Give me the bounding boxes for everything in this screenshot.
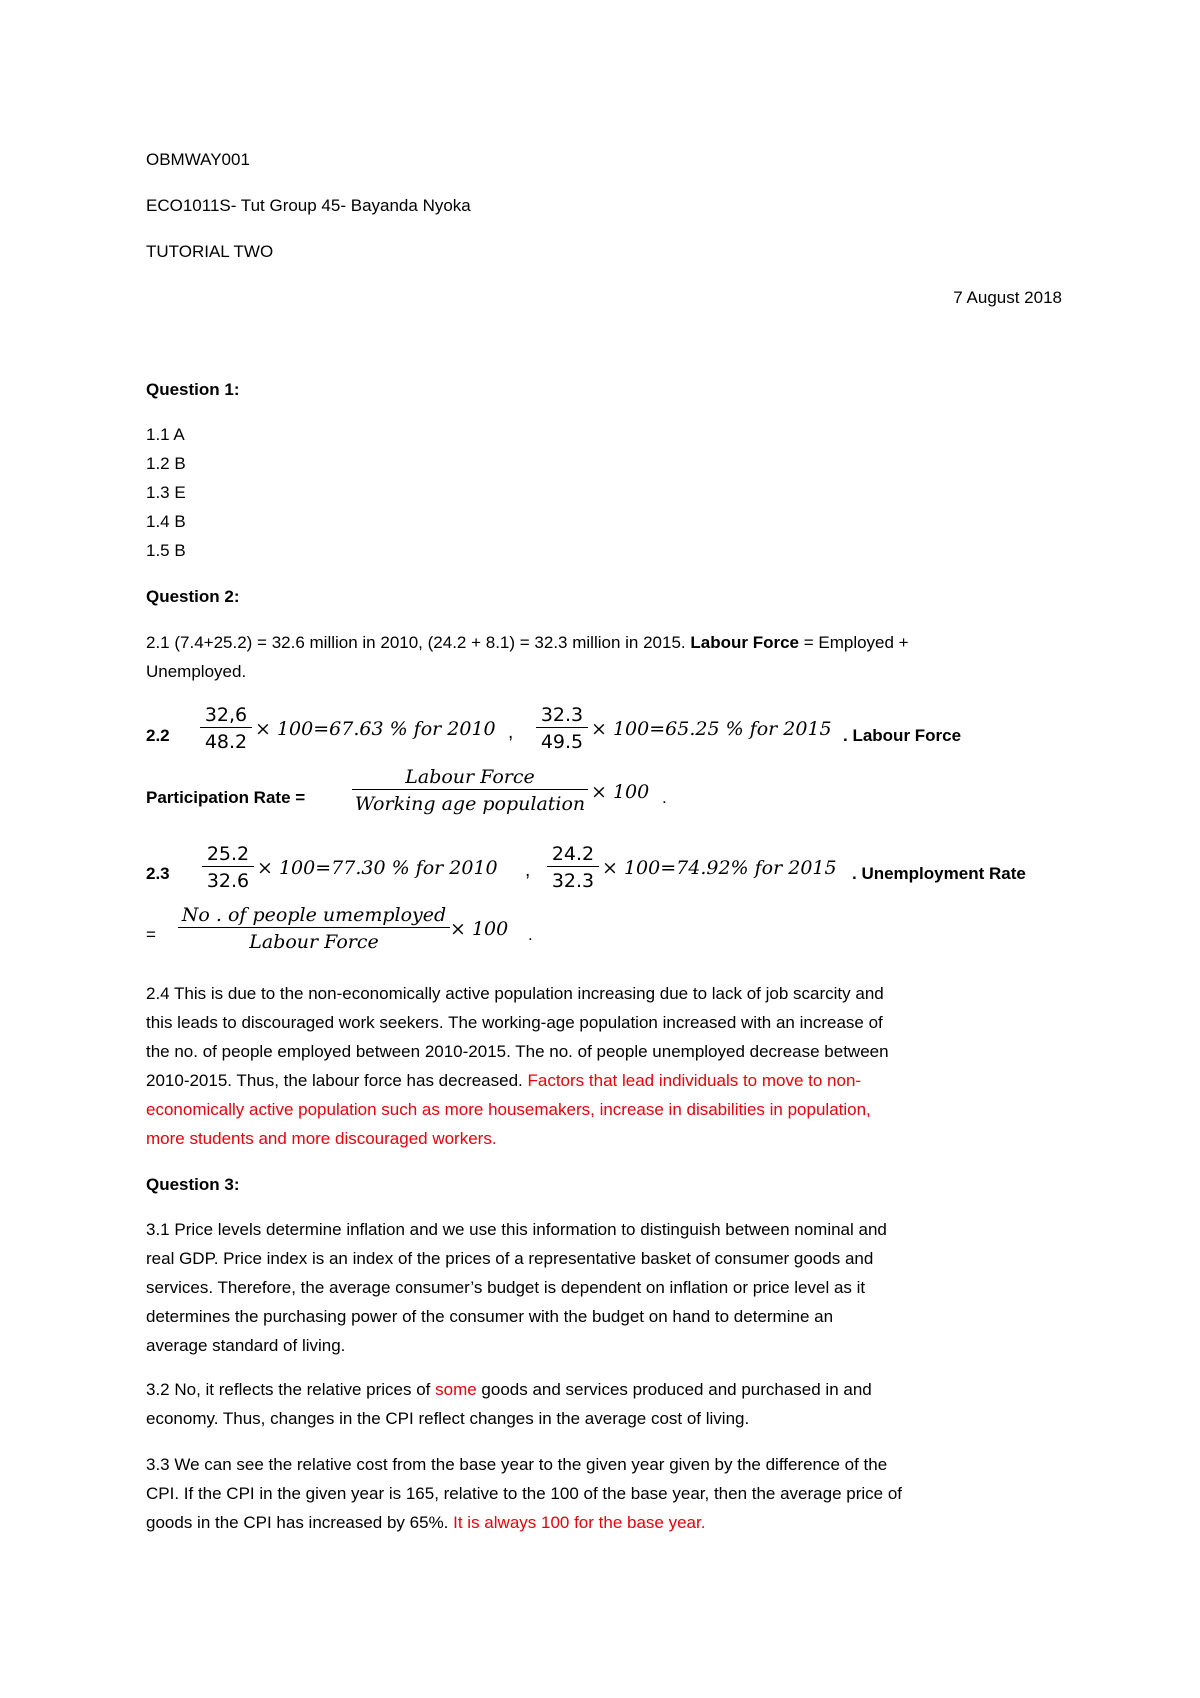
comma-separator: , bbox=[508, 722, 514, 743]
answer-2-1-text: 2.1 (7.4+25.2) = 32.6 million in 2010, (24.2 + 8.1) = 32.3 million in 2015. bbox=[146, 633, 691, 652]
answer-2-1-line-1 bbox=[146, 633, 909, 653]
unemployment-rate-multiplier: × 100 bbox=[450, 918, 509, 940]
answer-1-2: 1.2 B bbox=[146, 454, 186, 473]
labour-force-term: Labour Force bbox=[690, 633, 799, 652]
fraction-2015-ur bbox=[547, 843, 599, 892]
period: . bbox=[528, 925, 533, 944]
answer-2-4-line-4 bbox=[146, 1071, 861, 1091]
answer-2-1-equation: = Employed + bbox=[798, 633, 909, 652]
question-3-heading: Question 3: bbox=[146, 1175, 240, 1194]
unemployment-rate-term: . Unemployment Rate bbox=[852, 864, 1026, 883]
answer-3-1-line-1: 3.1 Price levels determine inflation and we use this information to distinguish between nominal and bbox=[146, 1220, 887, 1239]
answer-3-3-line-2: CPI. If the CPI in the given year is 165, relative to the 100 of the base year, then the average price of bbox=[146, 1484, 903, 1503]
answer-2-4-line-1: 2.4 This is due to the non-economically active population increasing due to lack of job scarcity and bbox=[146, 984, 884, 1003]
fraction-numerator: No . of people umemployed bbox=[181, 904, 447, 926]
fraction-denominator: 49.5 bbox=[540, 731, 584, 753]
student-id: OBMWAY001 bbox=[146, 150, 250, 169]
answer-1-5: 1.5 B bbox=[146, 541, 186, 560]
document-title: TUTORIAL TWO bbox=[146, 242, 274, 261]
fraction-numerator: 25.2 bbox=[206, 843, 250, 865]
answer-3-1-line-3: services. Therefore, the average consumer’s budget is dependent on inflation or price level as it bbox=[146, 1278, 866, 1297]
fraction-bar bbox=[536, 727, 588, 728]
fraction-denominator: 32.3 bbox=[551, 870, 595, 892]
course-line: ECO1011S- Tut Group 45- Bayanda Nyoka bbox=[146, 196, 471, 215]
formula-2010-ur: × 100=77.30 % for 2010 bbox=[257, 857, 498, 879]
formula-2015-ur: × 100=74.92% for 2015 bbox=[602, 857, 837, 879]
document-date: 7 August 2018 bbox=[953, 288, 1062, 307]
fraction-2010-lf bbox=[200, 704, 252, 753]
formula-2010-lfpr: × 100=67.63 % for 2010 bbox=[255, 718, 496, 740]
fraction-numerator: 32.3 bbox=[540, 704, 584, 726]
fraction-bar bbox=[547, 866, 599, 867]
answer-3-2-text: 3.2 No, it reflects the relative prices of bbox=[146, 1380, 436, 1399]
equals-sign: = bbox=[146, 925, 156, 944]
fraction-bar bbox=[178, 927, 450, 928]
answer-3-3-correction: It is always 100 for the base year. bbox=[453, 1513, 706, 1532]
unemployment-rate-fraction bbox=[178, 904, 450, 953]
fraction-denominator: Labour Force bbox=[249, 931, 379, 953]
answer-2-3-label: 2.3 bbox=[146, 864, 170, 883]
answer-3-1-line-5: average standard of living. bbox=[146, 1336, 346, 1355]
lfpr-formula-multiplier: × 100 bbox=[591, 781, 650, 803]
answer-3-1-line-4: determines the purchasing power of the consumer with the budget on hand to determine an bbox=[146, 1307, 834, 1326]
fraction-2010-ur bbox=[202, 843, 254, 892]
fraction-denominator: 48.2 bbox=[204, 731, 248, 753]
answer-3-2-text-end: goods and services produced and purchased in and bbox=[476, 1380, 872, 1399]
fraction-bar bbox=[200, 727, 252, 728]
answer-3-3-line-3 bbox=[146, 1513, 705, 1533]
answer-3-3-text: goods in the CPI has increased by 65%. bbox=[146, 1513, 454, 1532]
answer-1-1: 1.1 A bbox=[146, 425, 185, 444]
answer-3-3-line-1: 3.3 We can see the relative cost from the base year to the given year given by the difference of the bbox=[146, 1455, 888, 1474]
answer-1-3: 1.3 E bbox=[146, 483, 186, 502]
fraction-numerator: Labour Force bbox=[405, 766, 535, 788]
answer-2-4-line-3: the no. of people employed between 2010-2015. The no. of people unemployed decrease between bbox=[146, 1042, 889, 1061]
fraction-2015-lf bbox=[536, 704, 588, 753]
answer-2-4-text: 2010-2015. Thus, the labour force has decreased. bbox=[146, 1071, 528, 1090]
answer-3-2-correction: some bbox=[435, 1380, 477, 1399]
fraction-numerator: 32,6 bbox=[204, 704, 248, 726]
fraction-bar bbox=[202, 866, 254, 867]
lfpr-term-start: . Labour Force bbox=[843, 726, 962, 745]
answer-1-4: 1.4 B bbox=[146, 512, 186, 531]
answer-2-4-correction-line-2: economically active population such as more housemakers, increase in disabilities in population, bbox=[146, 1100, 871, 1119]
period: . bbox=[662, 788, 667, 807]
comma-separator: , bbox=[525, 860, 531, 881]
answer-2-2-label: 2.2 bbox=[146, 726, 170, 745]
answer-2-4-correction-line-3: more students and more discouraged workers. bbox=[146, 1129, 497, 1148]
question-1-heading: Question 1: bbox=[146, 380, 240, 399]
lfpr-formula-fraction bbox=[352, 766, 588, 815]
fraction-bar bbox=[352, 789, 588, 790]
question-2-heading: Question 2: bbox=[146, 587, 240, 606]
answer-3-1-line-2: real GDP. Price index is an index of the prices of a representative basket of consumer goods and bbox=[146, 1249, 874, 1268]
fraction-denominator: 32.6 bbox=[206, 870, 250, 892]
answer-3-2-line-2: economy. Thus, changes in the CPI reflect changes in the average cost of living. bbox=[146, 1409, 750, 1428]
answer-2-1-line-2: Unemployed. bbox=[146, 662, 247, 681]
lfpr-label: Participation Rate = bbox=[146, 788, 306, 807]
fraction-numerator: 24.2 bbox=[551, 843, 595, 865]
fraction-denominator: Working age population bbox=[354, 793, 586, 815]
answer-2-4-line-2: this leads to discouraged work seekers. The working-age population increased with an increase of bbox=[146, 1013, 883, 1032]
answer-3-2-line-1 bbox=[146, 1380, 872, 1400]
answer-2-4-correction: Factors that lead individuals to move to non- bbox=[527, 1071, 862, 1090]
formula-2015-lfpr: × 100=65.25 % for 2015 bbox=[591, 718, 832, 740]
